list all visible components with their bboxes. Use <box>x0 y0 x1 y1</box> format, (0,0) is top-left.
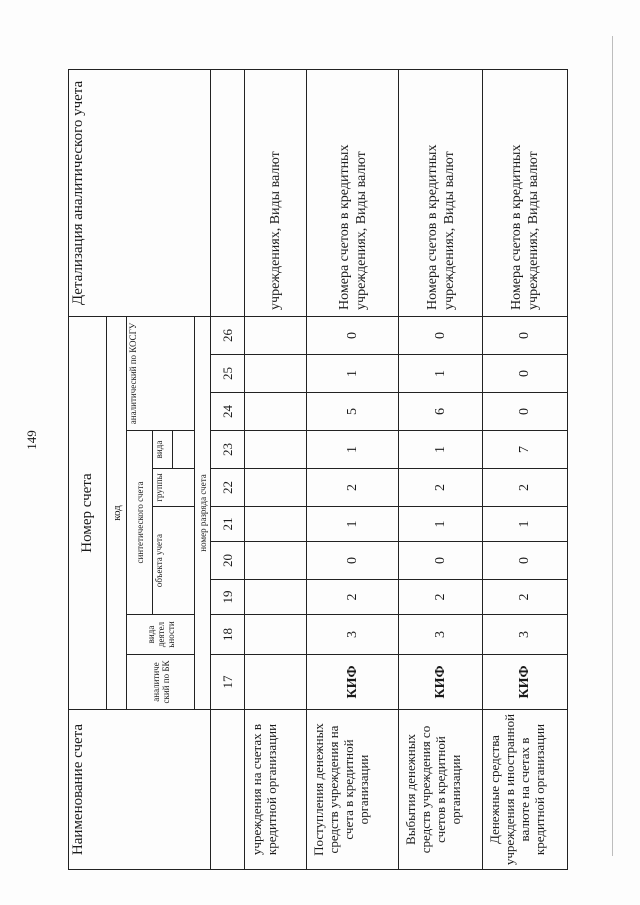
digit-25: 25 <box>211 355 245 393</box>
digit-row <box>211 69 245 869</box>
row-name: учреждения на счетах в кредитной организации <box>245 710 307 870</box>
row-cell: 0 <box>483 316 568 354</box>
row-cell <box>245 655 307 710</box>
header-analytic-detail: Детализация аналитического учета <box>69 69 211 316</box>
row-cell: 1 <box>399 431 483 469</box>
row-cell <box>245 507 307 542</box>
header-activity-kind: вида деятел ьности <box>127 615 195 655</box>
row-cell: КИФ <box>483 655 568 710</box>
table-row <box>245 69 307 869</box>
row-cell: 1 <box>307 355 399 393</box>
table-row <box>483 69 568 869</box>
row-cell: 1 <box>399 355 483 393</box>
header-row-1 <box>69 69 107 869</box>
row-cell: 1 <box>307 431 399 469</box>
digit-18: 18 <box>211 615 245 655</box>
row-cell: 0 <box>483 355 568 393</box>
header-digit-number: номер разряда счета <box>195 316 211 709</box>
row-cell: 3 <box>483 615 568 655</box>
row-cell: 6 <box>399 393 483 431</box>
header-group: группы <box>153 469 195 507</box>
row-cell: 0 <box>399 316 483 354</box>
page-number: 149 <box>24 430 39 450</box>
row-cell <box>245 316 307 354</box>
row-cell: 2 <box>307 469 399 507</box>
header-code: код <box>107 316 127 709</box>
header-analytical-kosgu: аналитический по КОСГУ <box>127 316 195 430</box>
row-cell: 2 <box>483 580 568 615</box>
row-cell: 2 <box>399 580 483 615</box>
row-detail: Номера счетов в кредитных учреждениях, Виды валют <box>399 69 483 316</box>
digit-20: 20 <box>211 542 245 580</box>
row-cell <box>245 355 307 393</box>
digit-19: 19 <box>211 580 245 615</box>
row-cell: 0 <box>483 393 568 431</box>
row-cell: 0 <box>483 542 568 580</box>
digit-23: 23 <box>211 431 245 469</box>
row-cell: КИФ <box>399 655 483 710</box>
header-account-name: Наименование счета <box>69 710 211 870</box>
scan-edge-line <box>612 36 613 856</box>
row-cell: 2 <box>399 469 483 507</box>
row-cell <box>245 580 307 615</box>
row-cell: 1 <box>307 507 399 542</box>
row-cell: 2 <box>307 580 399 615</box>
row-cell: 0 <box>307 542 399 580</box>
rotated-page <box>68 70 553 870</box>
header-analytical-bk: аналитиче ский по БК <box>127 655 195 710</box>
row-name: Поступления денежных средств учреждения на счета в кредитной организации <box>307 710 399 870</box>
row-name: Выбытия денежных средств учреждения со счетов в кредитной организации <box>399 710 483 870</box>
row-detail: Номера счетов в кредитных учреждениях, Виды валют <box>483 69 568 316</box>
digit-cell-name-empty <box>211 710 245 870</box>
row-cell: 2 <box>483 469 568 507</box>
digit-24: 24 <box>211 393 245 431</box>
header-kind: вида <box>153 431 173 469</box>
row-cell: 1 <box>399 507 483 542</box>
row-detail: Номера счетов в кредитных учреждениях, Виды валют <box>307 69 399 316</box>
header-synthetic: синтетического счета <box>127 431 153 615</box>
row-cell: КИФ <box>307 655 399 710</box>
digit-17: 17 <box>211 655 245 710</box>
digit-cell-detail-empty <box>211 69 245 316</box>
row-cell: 7 <box>483 431 568 469</box>
account-table <box>68 69 568 870</box>
row-cell: 3 <box>307 615 399 655</box>
row-cell <box>245 393 307 431</box>
row-cell: 5 <box>307 393 399 431</box>
row-cell: 1 <box>483 507 568 542</box>
row-cell <box>245 615 307 655</box>
table-row <box>399 69 483 869</box>
digit-21: 21 <box>211 507 245 542</box>
row-cell: 3 <box>399 615 483 655</box>
row-cell <box>245 469 307 507</box>
row-name: Денежные средства учреждения в иностранной валюте на счетах в кредитной организации <box>483 710 568 870</box>
row-cell: 0 <box>399 542 483 580</box>
row-cell <box>245 431 307 469</box>
row-cell <box>245 542 307 580</box>
row-detail: учреждениях, Виды валют <box>245 69 307 316</box>
row-cell: 0 <box>307 316 399 354</box>
digit-26: 26 <box>211 316 245 354</box>
header-account-number: Номер счета <box>69 316 107 709</box>
digit-22: 22 <box>211 469 245 507</box>
header-accounting-object: объекта учета <box>153 507 195 615</box>
table-row <box>307 69 399 869</box>
header-kind-empty <box>173 431 195 469</box>
